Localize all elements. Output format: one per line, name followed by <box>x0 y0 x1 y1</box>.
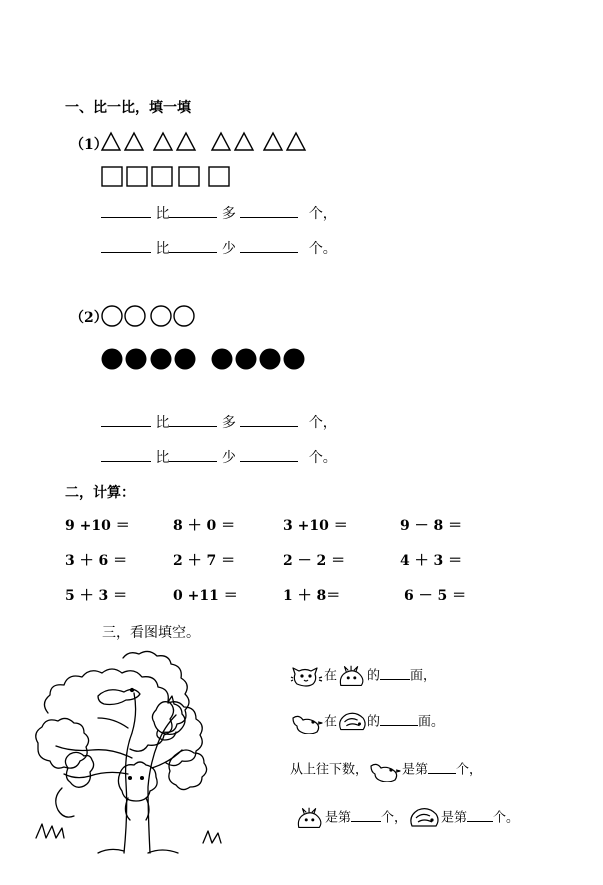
word-ge: 个。 <box>493 810 520 826</box>
answer-blank[interactable] <box>101 238 151 253</box>
triangle-icon <box>177 133 195 150</box>
question2-label: （2） <box>70 310 108 326</box>
filled-circle-icon <box>284 349 305 370</box>
equation: 3 ＋ 6 ＝ <box>65 553 128 569</box>
section1-title: 一、比一比，填一填 <box>65 100 191 116</box>
answer-blank[interactable] <box>240 238 298 253</box>
equation: 0 +11 ＝ <box>173 588 238 604</box>
hedgehog-icon <box>407 806 441 830</box>
word-ge: 个， <box>308 415 337 431</box>
answer-blank[interactable] <box>169 203 217 218</box>
bird-icon <box>368 758 402 782</box>
equation: 6 － 5 ＝ <box>404 588 467 604</box>
equation: 8 ＋ 0 ＝ <box>173 518 236 534</box>
triangle-icon <box>264 133 282 150</box>
hedgehog-icon <box>337 710 367 734</box>
square-icon <box>102 167 122 186</box>
answer-blank[interactable] <box>101 447 151 462</box>
q1-fill-line-less <box>101 238 337 258</box>
answer-blank[interactable] <box>240 412 298 427</box>
triangle-icon <box>154 133 172 150</box>
equation: 3 +10 ＝ <box>283 518 348 534</box>
word-bi: 比 <box>155 241 170 257</box>
answer-blank[interactable] <box>101 412 151 427</box>
answer-blank[interactable] <box>101 203 151 218</box>
word-mian: 面。 <box>418 714 445 730</box>
triangle-icon <box>125 133 143 150</box>
word-duo: 多 <box>221 415 236 431</box>
fill-line-1 <box>290 664 436 688</box>
answer-blank[interactable] <box>240 447 298 462</box>
triangles-row <box>100 130 315 152</box>
count-from-top-text: 从上往下数， <box>290 762 369 778</box>
word-ge: 个， <box>456 762 483 778</box>
word-mian: 面， <box>410 668 437 684</box>
question1-label: （1） <box>70 137 108 153</box>
word-bi: 比 <box>155 206 170 222</box>
square-icon <box>179 167 199 186</box>
answer-blank[interactable] <box>380 665 410 680</box>
square-icon <box>152 167 172 186</box>
word-duo: 多 <box>221 206 236 222</box>
square-icon <box>209 167 229 186</box>
equation: 9 － 8 ＝ <box>400 518 463 534</box>
word-shidi: 是第 <box>441 810 468 826</box>
equation: 1 ＋ 8＝ <box>283 588 341 604</box>
q1-fill-line-more <box>101 203 337 223</box>
hollow-circle-icon <box>125 306 145 326</box>
answer-blank[interactable] <box>467 807 493 822</box>
section2-title: 二，计算： <box>65 485 135 501</box>
answer-blank[interactable] <box>240 203 298 218</box>
fill-line-2 <box>290 710 444 734</box>
hollow-circle-icon <box>102 306 122 326</box>
word-de: 的 <box>367 668 381 684</box>
word-zai: 在 <box>324 668 338 684</box>
section3-title: 三，看图填空。 <box>102 625 200 641</box>
word-bi: 比 <box>155 450 170 466</box>
filled-circle-icon <box>260 349 281 370</box>
equation: 2 ＋ 7 ＝ <box>173 553 236 569</box>
tree-illustration <box>28 648 273 853</box>
filled-circle-icon <box>236 349 257 370</box>
word-ge: 个。 <box>308 241 337 257</box>
word-shidi: 是第 <box>325 810 352 826</box>
answer-blank[interactable] <box>169 447 217 462</box>
triangle-icon <box>102 133 120 150</box>
word-ge: 个， <box>381 810 408 826</box>
answer-blank[interactable] <box>169 238 217 253</box>
equation: 4 ＋ 3 ＝ <box>400 553 463 569</box>
answer-blank[interactable] <box>169 412 217 427</box>
word-ge: 个， <box>308 206 337 222</box>
word-de: 的 <box>367 714 381 730</box>
filled-circle-icon <box>212 349 233 370</box>
filled-circles-row <box>100 347 310 373</box>
filled-circle-icon <box>126 349 147 370</box>
filled-circle-icon <box>102 349 123 370</box>
word-zai: 在 <box>324 714 338 730</box>
filled-circle-icon <box>175 349 196 370</box>
q2-fill-line-less <box>101 447 337 467</box>
answer-blank[interactable] <box>351 807 381 822</box>
triangle-icon <box>212 133 230 150</box>
equation: 2 － 2 ＝ <box>283 553 346 569</box>
square-icon <box>127 167 147 186</box>
q2-fill-line-more <box>101 412 337 432</box>
hollow-circles-row <box>100 304 200 328</box>
cat-icon <box>290 664 324 688</box>
word-shidi: 是第 <box>402 762 429 778</box>
squirrel-icon <box>337 664 367 688</box>
equation: 9 +10 ＝ <box>65 518 130 534</box>
fill-line-3 <box>290 758 482 782</box>
word-bi: 比 <box>155 415 170 431</box>
answer-blank[interactable] <box>380 711 418 726</box>
squares-row <box>100 166 235 188</box>
hollow-circle-icon <box>174 306 194 326</box>
answer-blank[interactable] <box>428 759 456 774</box>
word-shao: 少 <box>221 450 236 466</box>
equation: 5 ＋ 3 ＝ <box>65 588 128 604</box>
word-ge: 个。 <box>308 450 337 466</box>
hollow-circle-icon <box>151 306 171 326</box>
triangle-icon <box>287 133 305 150</box>
triangle-icon <box>235 133 253 150</box>
bird-icon <box>290 710 324 734</box>
squirrel-icon <box>295 806 325 830</box>
fill-line-4 <box>295 806 519 830</box>
filled-circle-icon <box>151 349 172 370</box>
word-shao: 少 <box>221 241 236 257</box>
